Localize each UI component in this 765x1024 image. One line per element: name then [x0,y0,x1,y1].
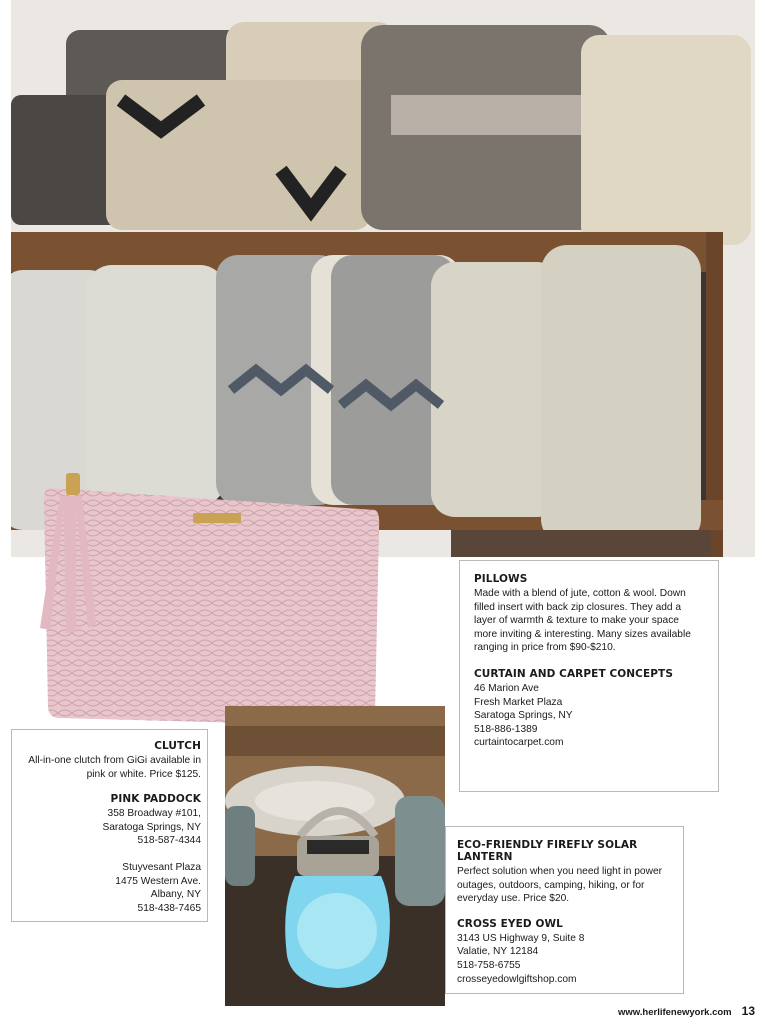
clutch-location2-line: 1475 Western Ave. [115,875,201,887]
pillows-info-box [459,560,719,792]
clutch-location2-line: Stuyvesant Plaza [122,861,201,873]
lantern-store-name: CROSS EYED OWL [457,917,563,930]
clutch-location1-line: Saratoga Springs, NY [102,821,201,833]
footer-website-link[interactable]: www.herlifenewyork.com [617,1007,732,1018]
pillows-description: Made with a blend of jute, cotton & wool. Down filled insert with back zip closures. They add a layer of warmth & texture to make your space more inviting & interesting. Many sizes available ranging in price from $90-$210. [474,588,691,654]
lantern-info-box [445,826,684,994]
page-footer [618,1004,755,1018]
clutch-location2-line: Albany, NY [150,889,201,901]
lantern-address-line: 3143 US Highway 9, Suite 8 [457,932,585,944]
lantern-photo [225,706,445,1006]
clutch-description: All-in-one clutch from GiGi available in pink or white. Price $125. [28,755,201,780]
lantern-description: Perfect solution when you need light in power outages, outdoors, camping, hiking, or for everyday use. Price $20. [457,866,663,905]
clutch-location1-phone: 518-587-4344 [137,835,201,847]
pillows-address-line: Saratoga Springs, NY [474,710,573,722]
page-number: 13 [741,1004,755,1018]
clutch-info-box [11,729,208,922]
pillows-address-line: 46 Marion Ave [474,682,539,694]
pillows-phone: 518-886-1389 [474,723,538,735]
lantern-website-link[interactable]: crosseyedowlgiftshop.com [457,973,577,985]
clutch-store-name: PINK PADDOCK [110,793,201,806]
clutch-photo [30,468,380,730]
pillows-address-line: Fresh Market Plaza [474,696,563,708]
clutch-location2-phone: 518-438-7465 [137,902,201,914]
clutch-location1-line: 358 Broadway #101, [107,808,201,820]
pillows-store-name: CURTAIN AND CARPET CONCEPTS [474,667,673,680]
clutch-title: CLUTCH [154,740,201,752]
pillows-title: PILLOWS [474,573,528,585]
lantern-title: ECO-FRIENDLY FIREFLY SOLAR LANTERN [457,839,638,863]
lantern-address-line: Valatie, NY 12184 [457,946,539,958]
lantern-phone: 518-758-6755 [457,959,521,971]
pillows-website-link[interactable]: curtaintocarpet.com [474,737,564,749]
